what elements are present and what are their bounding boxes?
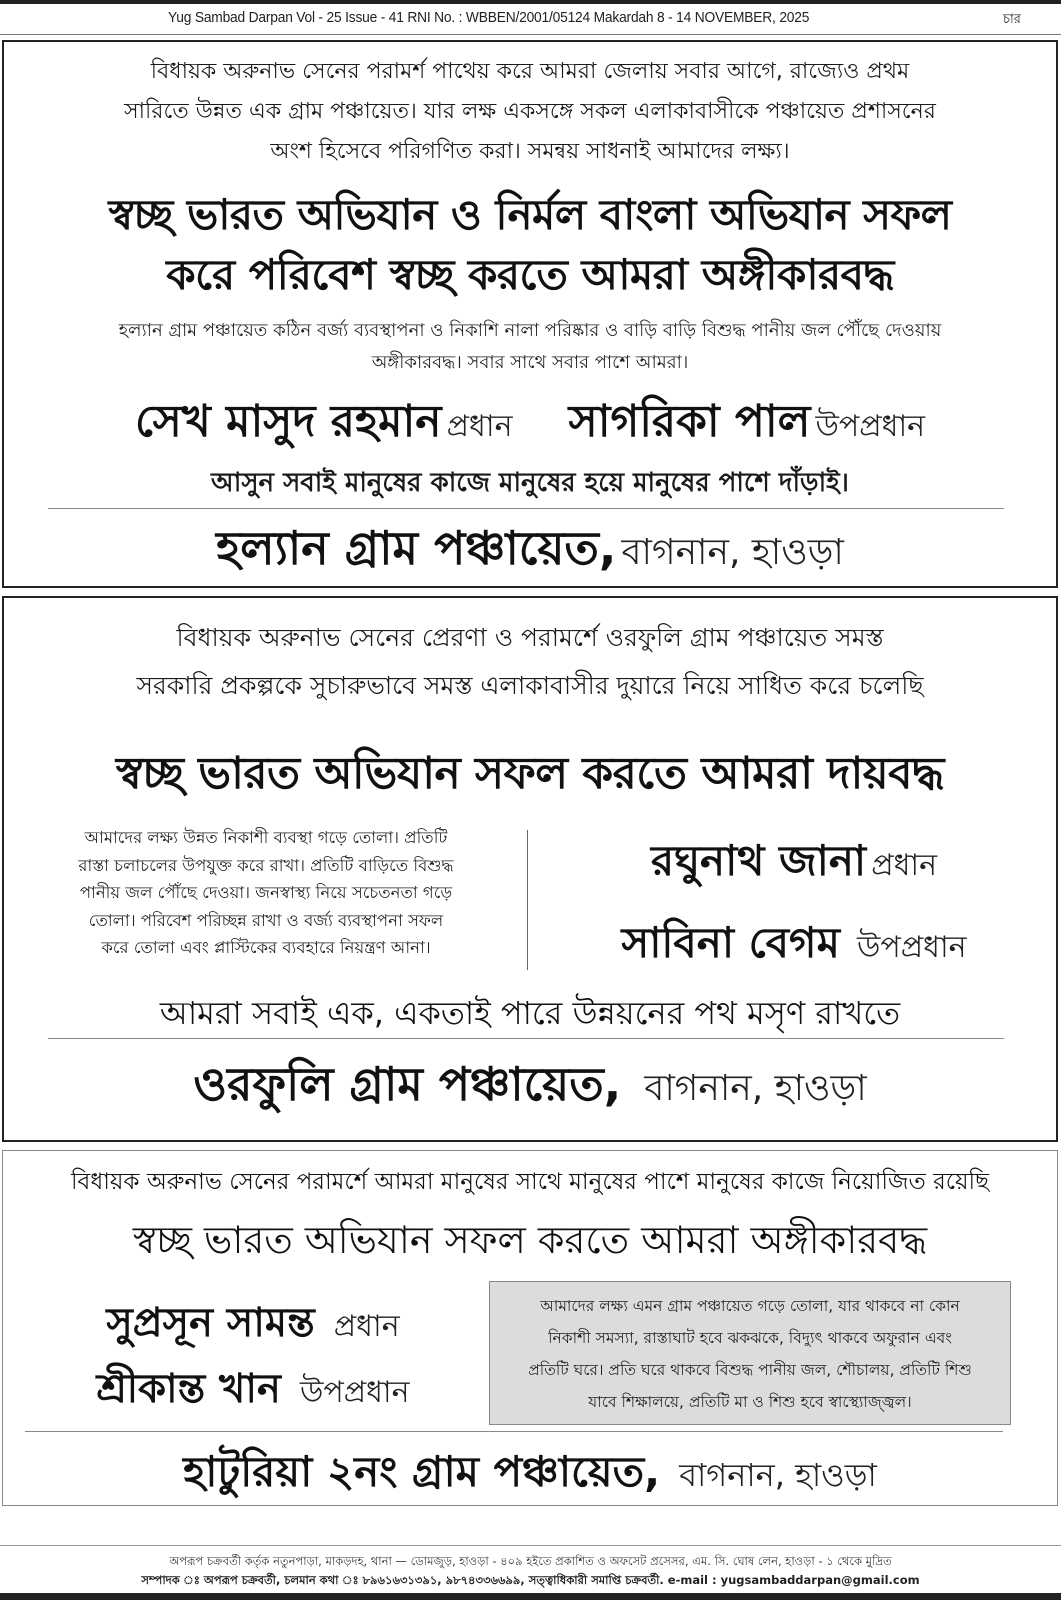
panchayat-location: বাগনান, হাওড়া (644, 1068, 867, 1109)
goal-line: যাবে শিক্ষালয়ে, প্রতিটি মা ও শিশু হবে স্বাস্থ্যোজ্জ্বল। (588, 1393, 912, 1411)
upapradhan-name: সাগরিকা পাল (568, 396, 811, 447)
goals-box (489, 1281, 1011, 1425)
commitment-line: অঙ্গীকারবদ্ধ। সবার সাথে সবার পাশে আমরা। (371, 352, 689, 373)
slogan: আসুন সবাই মানুষের কাজে মানুষের হয়ে মানুষের পাশে দাঁড়াই। (211, 468, 849, 498)
bottom-rule (0, 1593, 1061, 1600)
page-number: চার (1003, 12, 1021, 27)
pradhan-row (544, 828, 1044, 899)
goals-paragraph (490, 1290, 1010, 1418)
pradhan-name: সুপ্রসূন সামন্ত (106, 1300, 315, 1346)
pradhan-name: রঘুনাথ জানা (650, 836, 867, 885)
upapradhan-role: উপপ্রধান (299, 1375, 410, 1410)
footer-divider (0, 1545, 1061, 1546)
goal-line: করে তোলা এবং প্লাস্টিকের ব্যবহারে নিয়ন্ত্রণ আনা। (101, 938, 431, 957)
intro-line: সরকারি প্রকল্পকে সুচারুভাবে সমস্ত এলাকাবাসীর দুয়ারে নিয়ে সাধিত করে চলেছি (136, 671, 924, 700)
pradhan-name: সেখ মাসুদ রহমান (134, 396, 442, 447)
panchayat-row (4, 514, 1056, 590)
panchayat-row (4, 1050, 1056, 1126)
panchayat-name: হাটুরিয়া ২নং গ্রাম পঞ্চায়েত, (183, 1447, 661, 1496)
headline-line: করে পরিবেশ স্বচ্ছ করতে আমরা অঙ্গীকারবদ্ধ (166, 250, 894, 299)
goal-line: প্রতিটি ঘরে। প্রতি ঘরে থাকবে বিশুদ্ধ পানীয় জল, শৌচালয়, প্রতিটি শিশু (528, 1361, 972, 1379)
upapradhan-role: উপপ্রধান (815, 409, 926, 444)
ad-haturia-panchayat (2, 1150, 1058, 1506)
headline: স্বচ্ছ ভারত অভিযান সফল করতে আমরা অঙ্গীকারবদ্ধ (132, 1218, 928, 1262)
masthead-info: Yug Sambad Darpan Vol - 25 Issue - 41 RNI No. : WBBEN/2001/05124 Makardah 8 - 14 NOVEMBER, 2025 (168, 10, 810, 26)
top-rule (0, 0, 1061, 4)
divider (48, 1038, 1004, 1039)
goal-line: আমাদের লক্ষ্য উন্নত নিকাশী ব্যবস্থা গড়ে তোলা। প্রতিটি (84, 828, 448, 847)
panchayat-location: বাগনান, হাওড়া (621, 532, 844, 573)
panchayat-row (3, 1439, 1057, 1510)
goal-line: আমাদের লক্ষ্য এমন গ্রাম পঞ্চায়েত গড়ে তোলা, যার থাকবে না কোন (540, 1297, 960, 1315)
pradhan-row (23, 1291, 483, 1358)
intro-line: বিধায়ক অরুনাভ সেনের পরামর্শ পাথেয় করে আমরা জেলায় সবার আগে, রাজ্যেও প্রথম (150, 59, 910, 84)
intro-line: অংশ হিসেবে পরিগণিত করা। সমন্বয় সাধনাই আমাদের লক্ষ্য। (270, 139, 790, 164)
officials-row (4, 388, 1056, 461)
footer-imprint: অপরূপ চক্রবর্তী কর্তৃক নতুনপাড়া, মাকড়দহ, থানা — ডোমজুড়, হাওড়া - ৪০৯ হইতে প্রকাশিত ও অফসেট প্রসেসর, এম. সি. ঘোষ লেন, হাওড়া - ১ থেকে মুদ্রিত (169, 1554, 892, 1568)
panchayat-name: হল্যান গ্রাম পঞ্চায়েত, (216, 521, 617, 575)
goal-line: তোলা। পরিবেশ পরিচ্ছন্ন রাখা ও বর্জ্য ব্যবস্থাপনা সফল (88, 910, 444, 930)
goal-line: নিকাশী সমস্যা, রাস্তাঘাট হবে ঝকঝকে, বিদ্যুৎ থাকবে অফুরান এবং (548, 1329, 952, 1347)
upapradhan-role: উপপ্রধান (857, 930, 967, 965)
intro-line: সারিতে উন্নত এক গ্রাম পঞ্চায়েত। যার লক্ষ একসঙ্গে সকল এলাকাবাসীকে পঞ্চায়েত প্রশাসনের (124, 99, 936, 124)
pradhan-role: প্রধান (871, 848, 938, 883)
goal-line: রাস্তা চলাচলের উপযুক্ত করে রাখা। প্রতিটি বাড়িতে বিশুদ্ধ (78, 855, 454, 875)
footer-contact: সম্পাদক ঃ অপরূপ চক্রবর্তী, চলমান কথা ঃ ৮৯৬১৬৩১৩৯১, ৯৮৭৪৩৩৬৬৯৯, সত্ত্বাধিকারী সমাপ্তি চক্রবর্তী. e-mail : yugsambaddarpan@gmail.com (141, 1573, 920, 1587)
commitment-line: হল্যান গ্রাম পঞ্চায়েত কঠিন বর্জ্য ব্যবস্থাপনা ও নিকাশি নালা পরিষ্কার ও বাড়ি বাড়ি বিশুদ্ধ পানীয় জল পৌঁছে দেওয়ায় (118, 320, 942, 341)
headline: স্বচ্ছ ভারত অভিযান সফল করতে আমরা দায়বদ্ধ (116, 748, 944, 799)
goal-line: পানীয় জল পৌঁছে দেওয়া। জনস্বাস্থ্য নিয়ে সচেতনতা গড়ে (79, 883, 453, 902)
column-divider (527, 830, 528, 970)
upapradhan-row (23, 1357, 483, 1424)
divider (48, 508, 1004, 509)
intro: বিধায়ক অরুনাভ সেনের পরামর্শে আমরা মানুষের সাথে মানুষের পাশে মানুষের কাজে নিয়োজিত রয়েছি (70, 1169, 990, 1195)
pradhan-role: প্রধান (333, 1309, 400, 1344)
panchayat-name: ওরফুলি গ্রাম পঞ্চায়েত, (193, 1057, 622, 1111)
headline-line: স্বচ্ছ ভারত অভিযান ও নির্মল বাংলা অভিযান সফল (108, 190, 952, 239)
goals-paragraph (16, 824, 516, 962)
slogan: আমরা সবাই এক, একতাই পারে উন্নয়নের পথ মসৃণ রাখতে (159, 994, 901, 1032)
ad-hollyan-panchayat (2, 40, 1058, 588)
ad-orphuli-panchayat (2, 596, 1058, 1142)
upapradhan-row (544, 910, 1044, 981)
intro-line: বিধায়ক অরুনাভ সেনের প্রেরণা ও পরামর্শে ওরফুলি গ্রাম পঞ্চায়েত সমস্ত (176, 623, 884, 652)
upapradhan-name: শ্রীকান্ত খান (96, 1366, 281, 1412)
panchayat-location: বাগনান, হাওড়া (679, 1456, 877, 1494)
masthead (0, 6, 1061, 34)
divider (25, 1431, 1003, 1432)
upapradhan-name: সাবিনা বেগম (621, 918, 840, 967)
masthead-divider (0, 34, 1061, 35)
pradhan-role: প্রধান (446, 409, 513, 444)
